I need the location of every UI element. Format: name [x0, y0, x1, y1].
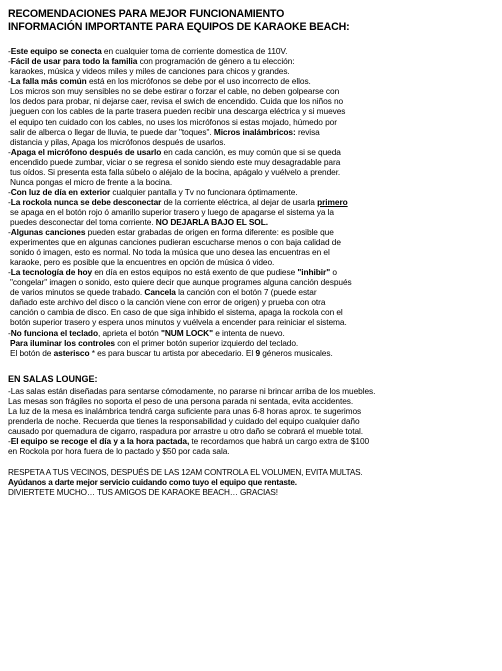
- list-item: karaoke, pero es posible que la encuentres en opción de música ó video.: [10, 257, 275, 268]
- list-item: -La tecnología de hoy en día en estos equipos no está exento de que pudiese "inhibir" o: [8, 267, 337, 278]
- list-item: se apaga en el botón rojo ó amarillo superior trasero y luego de apagarse el sistema ya la: [10, 206, 334, 217]
- lounge-section: [8, 374, 492, 456]
- list-item: experimentes que en algunas canciones pudieran escucharse menos o con baja calidad de: [10, 237, 341, 248]
- list-item: salir de alberca o llegar de lluvia, te puede dar "toques". Micros inalámbricos: revisa: [10, 126, 320, 137]
- list-item: -La falla más común está en los micrófonos se debe por el uso incorrecto de ellos.: [8, 76, 311, 87]
- list-item: -Con luz de día en exterior cualquier pantalla y Tv no funcionara óptimamente.: [8, 186, 298, 197]
- list-item: prenderla de noche. Recuerda que tienes la responsabilidad y cuidado del equipo cualquier daño: [8, 415, 360, 426]
- list-item: -Algunas canciones pueden estar grabadas de origen en forma diferente: es posible que: [8, 227, 334, 238]
- list-item: karaokes, música y videos miles y miles de canciones para chicos y grandes.: [10, 66, 290, 77]
- list-item: canción o cambia de disco. En caso de que siga inhibido el sistema, apaga la rockola con el: [10, 307, 343, 318]
- list-item: -Apaga el micrófono después de usarlo en cada canción, es muy común que si se queda: [8, 146, 341, 157]
- list-item: -El equipo se recoge el día y a la hora pactada, te recordamos que habrá un cargo extra de $100: [8, 435, 370, 446]
- list-item: sonido ó imagen, esto es normal. No toda la música que uno desea las encuentras en el: [10, 247, 330, 258]
- list-item: botón superior trasero y espera unos minutos y vuélvela a encender para reiniciar el sistema.: [10, 317, 347, 328]
- list-item: -Fácil de usar para todo la familia con programación de género a tu elección:: [8, 56, 295, 67]
- footer: [8, 468, 492, 499]
- list-item: -La rockola nunca se debe desconectar de la corriente eléctrica, al dejar de usarla primero: [8, 196, 348, 207]
- list-item: jueguen con los cables de la parte trasera pueden recibir una descarga eléctrica y si mueves: [10, 106, 346, 117]
- list-item: Para iluminar los controles con el primer botón superior izquierdo del teclado.: [10, 337, 299, 348]
- list-item: dañado este archivo del disco o la canción viene con error de origen) y prueba con otra: [10, 297, 326, 308]
- list-item: puedes desconectar del toma corriente. NO DEJARLA BAJO EL SOL.: [10, 216, 268, 227]
- list-item: Los micros son muy sensibles no se debe estirar o forzar el cable, no deben golpearse con: [10, 86, 340, 97]
- list-item: de varios minutos se quede trabado. Cancela la canción con el botón 7 (puede estar: [10, 287, 317, 298]
- footer-line: RESPETA A TUS VECINOS, DESPUÉS DE LAS 12AM CONTROLA EL VOLUMEN, EVITA MULTAS.: [8, 467, 363, 477]
- list-item: los dedos para probar, ni dejarse caer, revisa el swich de encendido. Cuida que los niños no: [10, 96, 344, 107]
- list-item: Las mesas son frágiles no soporta el peso de una persona parada ni sentada, evita accidentes.: [8, 395, 354, 406]
- list-item: -Las salas están diseñadas para sentarse cómodamente, no pararse ni brincar arriba de los muebles.: [8, 385, 376, 396]
- list-item: -No funciona el teclado, aprieta el botón "NUM LOCK" e intenta de nuevo.: [8, 327, 285, 338]
- list-item: -Este equipo se conecta en cualquier toma de corriente domestica de 110V.: [8, 46, 288, 57]
- footer-line: DIVIERTETE MUCHO… TUS AMIGOS DE KARAOKE BEACH… GRACIAS!: [8, 488, 278, 498]
- list-item: La luz de la mesa es inalámbrica tendrá carga suficiente para unas 6-8 horas aprox. te sugerimos: [8, 405, 362, 416]
- page-title: RECOMENDACIONES PARA MEJOR FUNCIONAMIENTO: [8, 8, 285, 20]
- list-item: encendido puede zumbar, viciar o se regresa el sonido siendo este muy desagradable para: [10, 156, 341, 167]
- list-item: causado por quemadura de cigarro, raspadura por arrastre u otro daño se cobrará el mueble total.: [8, 425, 364, 436]
- list-item: el equipo ten cuidado con los cables, no uses los micrófonos si estas mojado, húmedo por: [10, 116, 337, 127]
- list-item: distancia y pilas, Apaga los micrófonos después de usarlos.: [10, 136, 226, 147]
- page-subtitle: INFORMACIÓN IMPORTANTE PARA EQUIPOS DE KARAOKE BEACH:: [8, 20, 350, 33]
- list-item: tus oídos. Si presenta esta falla súbelo o aléjalo de la bocina, apágalo y vuélvelo a prender.: [10, 166, 341, 177]
- recommendations-list: [8, 46, 492, 357]
- list-item: El botón de asterisco * es para buscar tu artista por abecedario. El 9 géneros musicales.: [10, 347, 333, 358]
- list-item: en Rockola por hora fuera de lo pactado y $50 por cada sala.: [8, 445, 230, 456]
- footer-line: Ayúdanos a darte mejor servicio cuidando como tuyo el equipo que rentaste.: [8, 478, 297, 488]
- list-item: Nunca pongas el micro de frente a la bocina.: [10, 176, 173, 187]
- section-title: EN SALAS LOUNGE:: [8, 373, 98, 384]
- list-item: "congelar" imagen o sonido, esto quiere decir que aunque programes alguna canción después: [10, 277, 352, 288]
